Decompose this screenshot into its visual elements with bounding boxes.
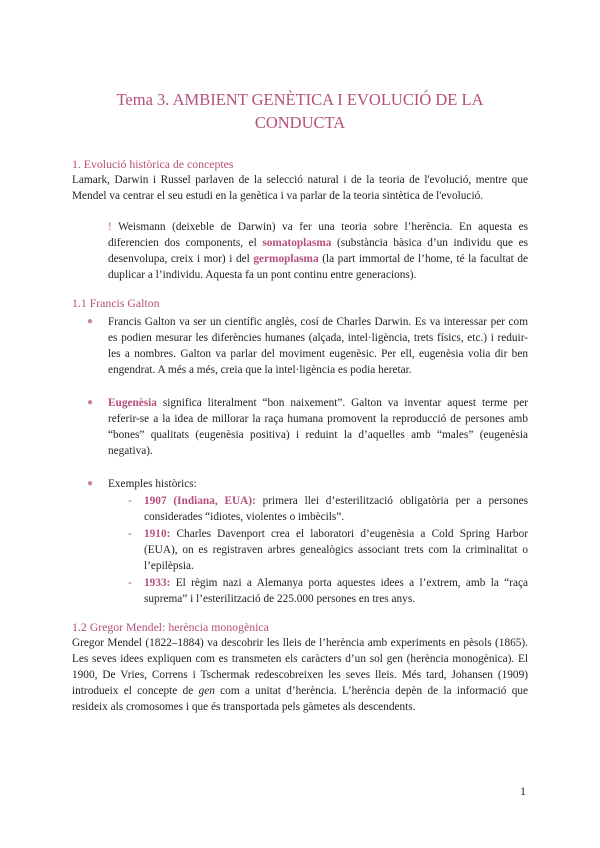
weismann-note [108, 219, 528, 283]
example-key: 1910: [144, 528, 171, 540]
page-title: Tema 3. AMBIENT GENÈTICA I EVOLUCIÓ DE LA CONDUCTA [116, 90, 484, 132]
exclamation-icon: ! [108, 221, 112, 233]
mendel-text-2: com a unitat d’herència. L’herència depèn de la informació que resideix als cromosomes i que és transportada pels gàmetes als descendents. [72, 685, 529, 713]
bullet-eugenesia [72, 395, 528, 459]
dash-icon: - [128, 495, 132, 507]
page-number: 1 [520, 784, 526, 798]
example-key: 1907 (Indiana, EUA): [144, 495, 256, 507]
bullet-dot-icon: ● [87, 478, 94, 489]
section-1-paragraph: Lamark, Darwin i Russel parlaven de la selecció natural i de la teoria de l'evolució, mentre que Mendel va centrar el seu estudi en la genètica i va parlar de la teoria sintètica de l'evolució. [72, 174, 528, 202]
mendel-text-1: Gregor Mendel (1822–1884) va descobrir les lleis de l’herència amb experiments en pèsols (1865). Les seves idees expliquen com es transmeten els caràcters d’un sol gen (herència monogènica). El 1900, De Vries, Correns i Tschermak redescobreixen les seves lleis. Més tard, Johansen (1909) introdueix el concepte de [72, 637, 528, 697]
example-key: 1933: [144, 577, 171, 589]
section-heading-1: 1. Evolució històrica de conceptes [72, 157, 234, 171]
note-text-3: (la part immortal de l’home, té la facultat de duplicar a l’individu. Aquesta fa un pont continu entre generacions). [108, 253, 528, 281]
example-item [72, 493, 528, 525]
bullet-exemples [72, 476, 528, 492]
term-somatoplasma: somatoplasma [262, 237, 332, 249]
bullet-eugenesia-text: significa literalment “bon naixement”. Galton va inventar aquest terme per referir-se a la idea de millorar la raça humana promovent la reproducció de persones amb “bones” qualitats (eugenèsia positiva) i reduint la d’aquelles amb “males” (eugenèsia negativa). [108, 397, 528, 457]
mendel-paragraph [72, 635, 528, 715]
example-text: primera llei d’esterilització obligatòria per a persones considerades “idiotes, violentes o imbècils”. [144, 495, 528, 523]
example-text: El règim nazi a Alemanya porta aquestes idees a l’extrem, amb la “raça suprema” i l’esterilització de 225.000 persones en tres anys. [144, 577, 528, 605]
bullet-exemples-text: Exemples històrics: [108, 478, 197, 490]
example-item [72, 575, 528, 607]
term-germoplasma: germoplasma [253, 253, 319, 265]
dash-icon: - [128, 528, 132, 540]
bullet-galton [72, 314, 528, 378]
bullet-galton-text: Francis Galton va ser un científic anglès, cosí de Charles Darwin. Es va interessar per com es podien mesurar les diferències humanes (alçada, intel·ligència, trets físics, etc.) i reduir-les a nombres. Galton va parlar del moviment eugenèsic. Per ell, eugenèsia volia dir ben engendrat. A més a més, creia que la intel·ligència es podia heretar. [108, 316, 528, 376]
dash-icon: - [128, 577, 132, 589]
note-text-1: Weismann (deixeble de Darwin) va fer una teoria sobre l’herència. En aquesta es diferencien dos components, el [108, 221, 528, 249]
section-heading-1-1: 1.1 Francis Galton [72, 296, 160, 310]
section-heading-1-2: 1.2 Gregor Mendel: herència monogènica [72, 620, 269, 634]
bullet-dot-icon: ● [87, 397, 94, 408]
term-eugenesia: Eugenèsia [108, 397, 157, 409]
example-text: Charles Davenport crea el laboratori d’eugenèsia a Cold Spring Harbor (EUA), on es registraven arbres genealògics associant trets com la criminalitat o l’epilèpsia. [144, 528, 528, 572]
note-text-2: (substància bàsica d’un individu que es desenvolupa, creix i mor) i del [108, 237, 528, 265]
term-gen: gen [198, 685, 215, 697]
example-item [72, 526, 528, 574]
bullet-dot-icon: ● [87, 316, 94, 327]
